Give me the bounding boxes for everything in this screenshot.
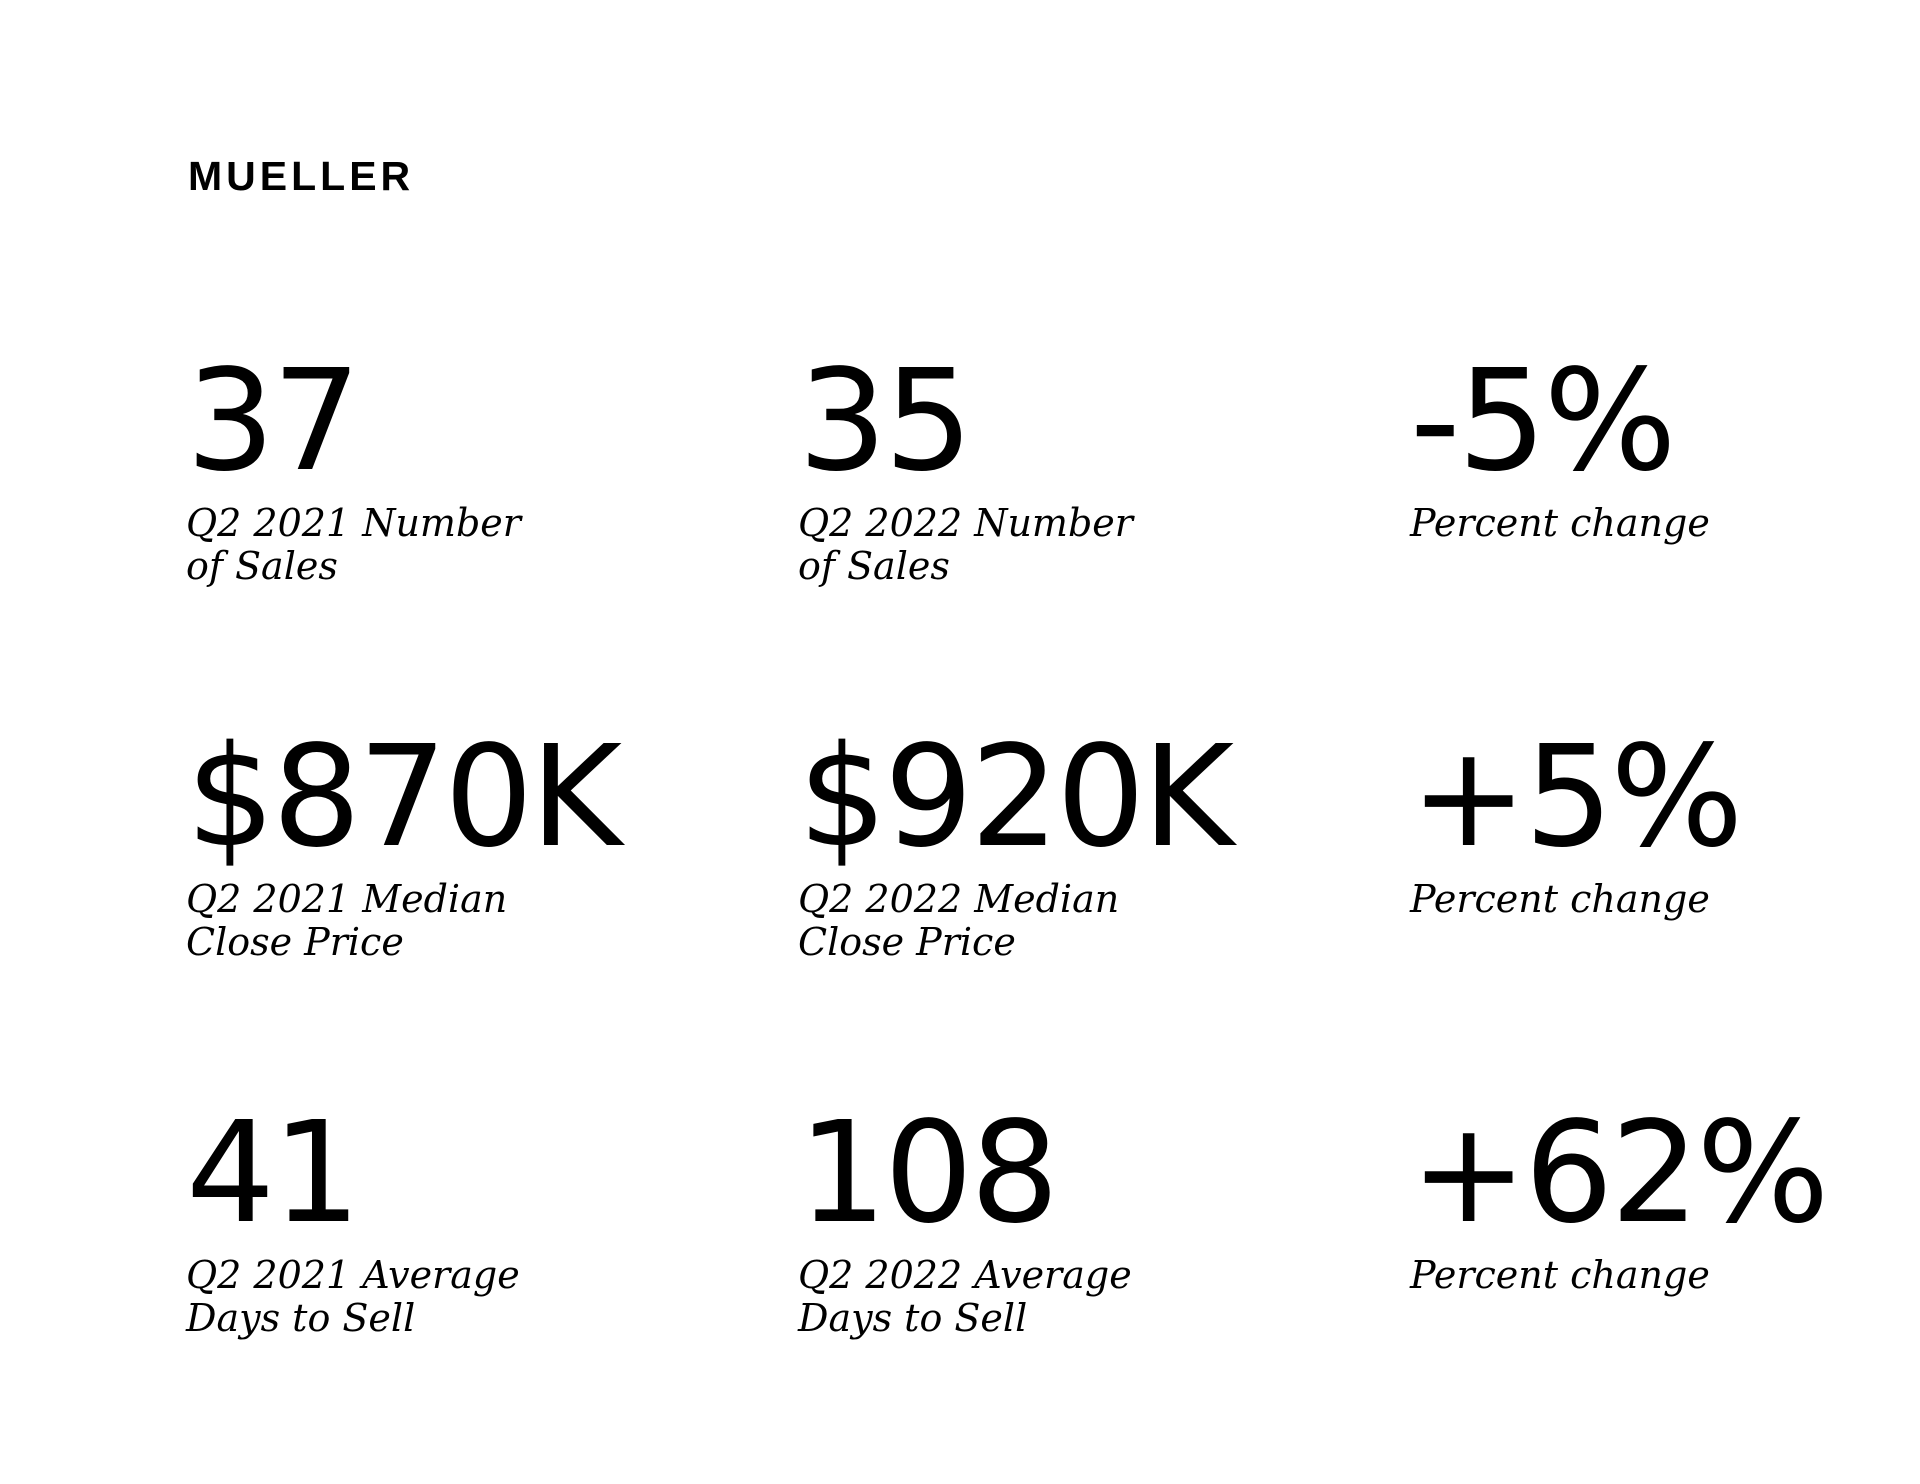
stat-sales-percent-change xyxy=(1410,340,1920,545)
stat-q2-2022-average-days-to-sell xyxy=(798,1092,1318,1340)
stat-q2-2021-number-of-sales xyxy=(186,340,706,588)
stat-value: -5% xyxy=(1410,340,1674,503)
stat-label: Q2 2022 Number of Sales xyxy=(798,501,1133,588)
stat-price-percent-change xyxy=(1410,716,1920,921)
stat-value: 37 xyxy=(186,340,359,503)
stat-label: Q2 2021 Median Close Price xyxy=(186,877,508,964)
stat-value: 108 xyxy=(798,1092,1057,1255)
page-title: MUELLER xyxy=(188,153,415,199)
stat-label: Percent change xyxy=(1410,877,1710,921)
stat-label: Percent change xyxy=(1410,501,1710,545)
stat-label: Q2 2022 Average Days to Sell xyxy=(798,1253,1132,1340)
stat-value: 41 xyxy=(186,1092,359,1255)
stat-q2-2021-average-days-to-sell xyxy=(186,1092,706,1340)
stat-days-percent-change xyxy=(1410,1092,1920,1297)
stat-q2-2022-median-close-price xyxy=(798,716,1318,964)
stat-value: +62% xyxy=(1410,1092,1827,1255)
stat-label: Q2 2022 Median Close Price xyxy=(798,877,1120,964)
stat-value: $920K xyxy=(798,716,1232,879)
stat-label: Q2 2021 Average Days to Sell xyxy=(186,1253,520,1340)
stat-label: Q2 2021 Number of Sales xyxy=(186,501,521,588)
stat-label: Percent change xyxy=(1410,1253,1710,1297)
stat-q2-2022-number-of-sales xyxy=(798,340,1318,588)
stat-value: $870K xyxy=(186,716,620,879)
stat-q2-2021-median-close-price xyxy=(186,716,706,964)
stat-value: 35 xyxy=(798,340,971,503)
stat-value: +5% xyxy=(1410,716,1741,879)
